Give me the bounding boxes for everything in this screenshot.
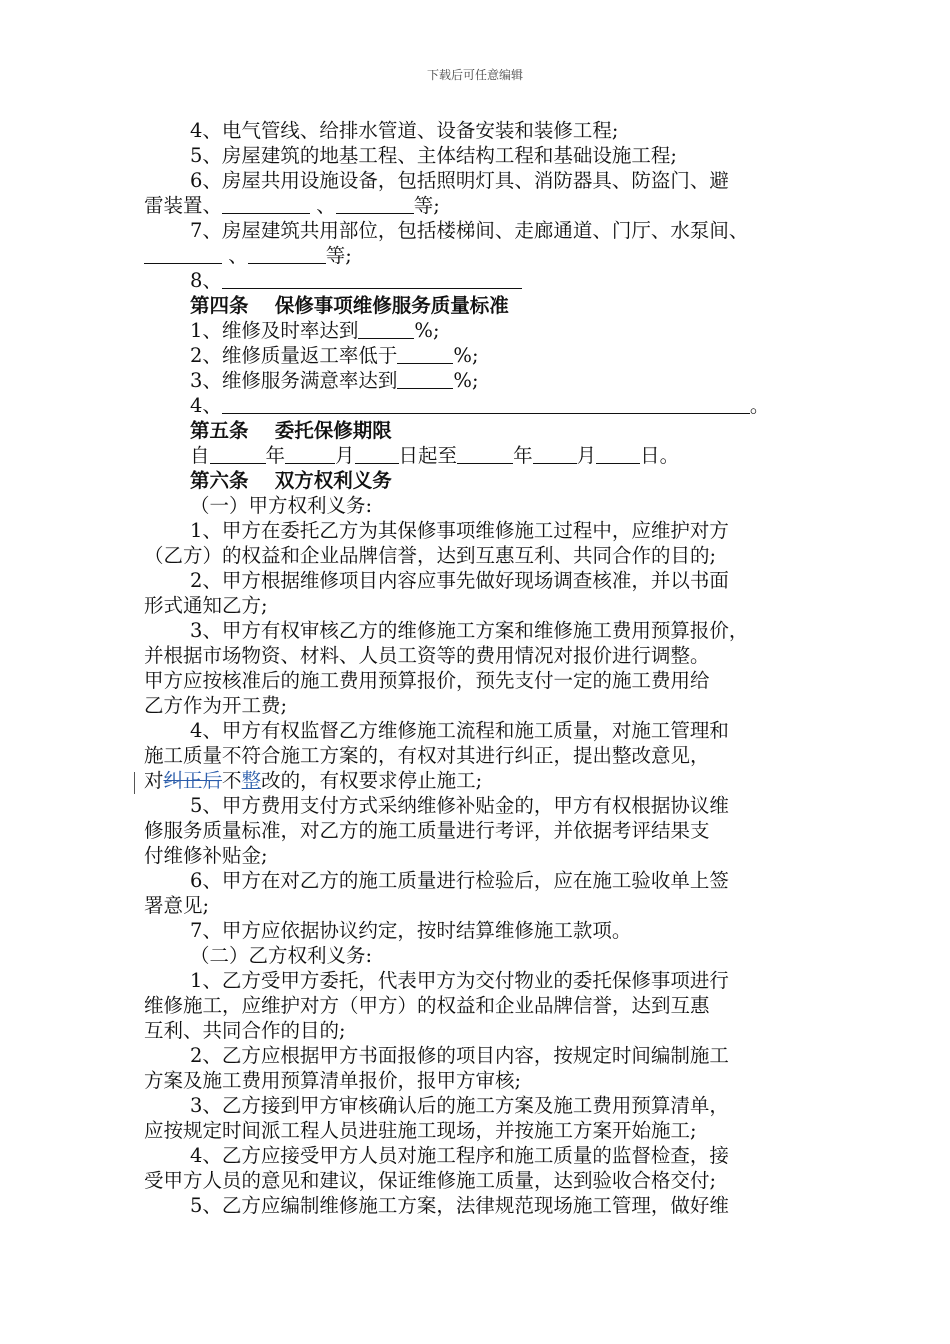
blank-field xyxy=(222,193,310,214)
text: %; xyxy=(453,369,479,392)
paragraph: 2、乙方应根据甲方书面报修的项目内容，按规定时间编制施工 xyxy=(190,1044,729,1067)
paragraph: 1、甲方在委托乙方为其保修事项维修施工过程中，应维护对方 xyxy=(190,519,729,542)
paragraph: 受甲方人员的意见和建议，保证维修施工质量，达到验收合格交付; xyxy=(144,1169,717,1192)
text: 对 xyxy=(144,769,164,792)
paragraph: 3、乙方接到甲方审核确认后的施工方案及施工费用预算清单， xyxy=(190,1094,729,1117)
text: 日起至 xyxy=(398,444,458,467)
paragraph: 修服务质量标准，对乙方的施工质量进行考评，并依据考评结果支 xyxy=(144,819,710,842)
text: 等; xyxy=(413,194,440,217)
text: 、 xyxy=(222,244,248,267)
paragraph: 互利、共同合作的目的; xyxy=(144,1019,346,1042)
paragraph xyxy=(144,243,812,268)
blank-field xyxy=(210,443,266,464)
text: 自 xyxy=(190,444,210,467)
text: 不 xyxy=(222,769,242,792)
blank-field xyxy=(285,443,335,464)
subsection-heading: （二）乙方权利义务: xyxy=(190,944,373,967)
document-body xyxy=(144,118,812,1218)
deleted-text: 纠正后 xyxy=(163,769,223,792)
blank-field xyxy=(144,243,222,264)
paragraph xyxy=(144,318,812,343)
paragraph: 6、甲方在对乙方的施工质量进行检验后，应在施工验收单上签 xyxy=(190,869,729,892)
paragraph: 并根据市场物资、材料、人员工资等的费用情况对报价进行调整。 xyxy=(144,644,710,667)
paragraph xyxy=(144,768,812,793)
paragraph xyxy=(144,368,812,393)
text: 雷装置、 xyxy=(144,194,223,217)
text: %; xyxy=(414,319,440,342)
paragraph: 5、甲方费用支付方式采纳维修补贴金的，甲方有权根据协议维 xyxy=(190,794,729,817)
paragraph: 1、乙方受甲方委托，代表甲方为交付物业的委托保修事项进行 xyxy=(190,969,729,992)
blank-field xyxy=(222,268,522,289)
paragraph: 方案及施工费用预算清单报价，报甲方审核; xyxy=(144,1069,522,1092)
paragraph: 4、电气管线、给排水管道、设备安装和装修工程; xyxy=(190,119,619,142)
paragraph xyxy=(144,393,812,418)
paragraph xyxy=(144,443,812,468)
blank-field xyxy=(533,443,577,464)
page-header: 下载后可任意编辑 xyxy=(426,68,523,82)
paragraph: 3、甲方有权审核乙方的维修施工方案和维修施工费用预算报价， xyxy=(190,619,749,642)
inserted-text: 整 xyxy=(241,769,262,792)
paragraph: 维修施工，应维护对方（甲方）的权益和企业品牌信誉，达到互惠 xyxy=(144,994,710,1017)
section-heading: 第四条 保修事项维修服务质量标准 xyxy=(190,294,509,317)
paragraph: 2、甲方根据维修项目内容应事先做好现场调查核准，并以书面 xyxy=(190,569,729,592)
paragraph: 7、甲方应依据协议约定，按时结算维修施工款项。 xyxy=(190,919,632,942)
text: 2、维修质量返工率低于 xyxy=(190,344,398,367)
paragraph: （乙方）的权益和企业品牌信誉，达到互惠互利、共同合作的目的; xyxy=(144,544,717,567)
blank-field xyxy=(222,393,750,414)
blank-field xyxy=(336,193,414,214)
subsection-heading: （一）甲方权利义务: xyxy=(190,494,373,517)
paragraph: 甲方应按核准后的施工费用预算报价，预先支付一定的施工费用给 xyxy=(144,669,710,692)
paragraph xyxy=(144,193,812,218)
blank-field xyxy=(397,343,453,364)
paragraph: 6、房屋共用设施设备，包括照明灯具、消防器具、防盗门、避 xyxy=(190,169,729,192)
text: 4、 xyxy=(190,394,222,417)
text: 1、维修及时率达到 xyxy=(190,319,359,342)
paragraph: 形式通知乙方; xyxy=(144,594,268,617)
blank-field xyxy=(397,368,453,389)
blank-field xyxy=(596,443,640,464)
paragraph: 5、房屋建筑的地基工程、主体结构工程和基础设施工程; xyxy=(190,144,677,167)
text: 、 xyxy=(310,194,336,217)
text: %; xyxy=(453,344,479,367)
text: 8、 xyxy=(190,269,222,292)
text: 年 xyxy=(513,444,533,467)
paragraph: 5、乙方应编制维修施工方案，法律规范现场施工管理，做好维 xyxy=(190,1194,729,1217)
paragraph: 4、乙方应接受甲方人员对施工程序和施工质量的监督检查，接 xyxy=(190,1144,729,1167)
blank-field xyxy=(355,443,399,464)
revision-change-bar xyxy=(134,772,135,794)
text: 年 xyxy=(265,444,286,467)
blank-field xyxy=(457,443,513,464)
paragraph: 4、甲方有权监督乙方维修施工流程和施工质量，对施工管理和 xyxy=(190,719,729,742)
paragraph: 施工质量不符合施工方案的，有权对其进行纠正，提出整改意见， xyxy=(144,744,710,767)
paragraph xyxy=(144,343,812,368)
text: 日。 xyxy=(640,444,680,467)
paragraph: 7、房屋建筑共用部位，包括楼梯间、走廊通道、门厅、水泵间、 xyxy=(190,219,749,242)
paragraph xyxy=(144,268,812,293)
text: 月 xyxy=(335,444,355,467)
paragraph: 署意见; xyxy=(144,894,210,917)
paragraph: 付维修补贴金; xyxy=(144,844,268,867)
paragraph: 应按规定时间派工程人员进驻施工现场，并按施工方案开始施工; xyxy=(144,1119,697,1142)
text: 改的，有权要求停止施工; xyxy=(261,769,483,792)
paragraph: 乙方作为开工费; xyxy=(144,694,288,717)
text: 等; xyxy=(325,244,352,267)
text: 。 xyxy=(749,394,770,417)
text: 3、维修服务满意率达到 xyxy=(190,369,398,392)
section-heading: 第六条 双方权利义务 xyxy=(190,469,392,492)
section-heading: 第五条 委托保修期限 xyxy=(190,419,392,442)
blank-field xyxy=(358,318,414,339)
blank-field xyxy=(248,243,326,264)
text: 月 xyxy=(576,444,597,467)
